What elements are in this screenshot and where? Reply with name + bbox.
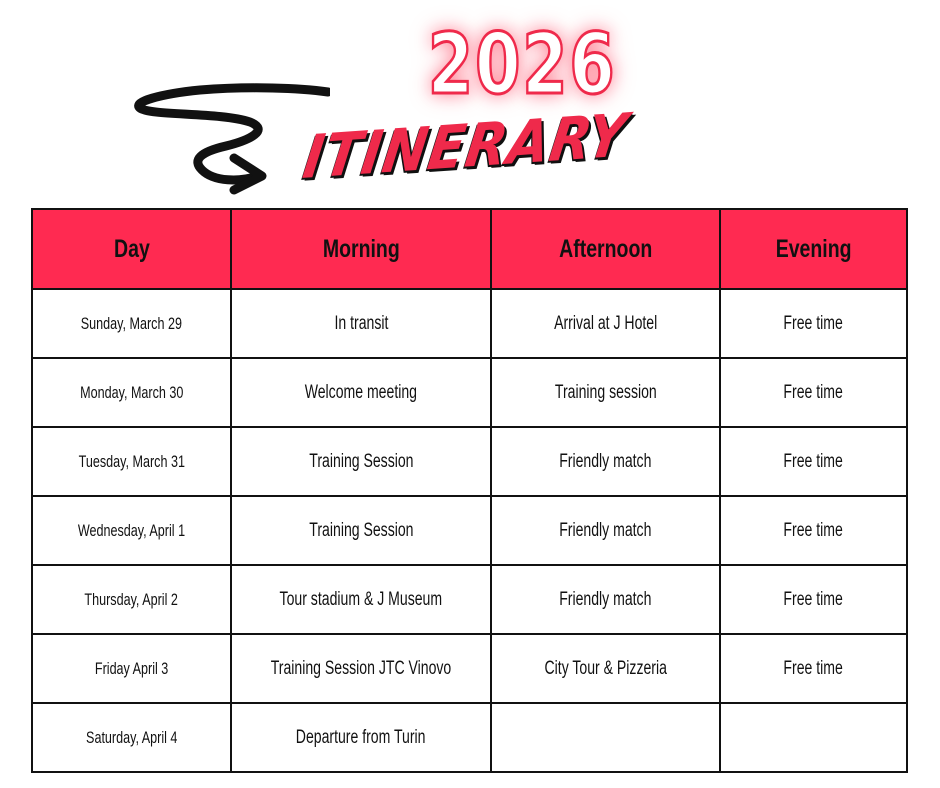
table-row <box>32 358 907 427</box>
year-title: 2026 <box>427 15 617 113</box>
morning-cell: Welcome meeting <box>231 358 491 427</box>
evening-cell <box>720 703 907 772</box>
evening-cell: Free time <box>720 496 907 565</box>
morning-cell: In transit <box>231 289 491 358</box>
afternoon-cell: Arrival at J Hotel <box>491 289 720 358</box>
morning-cell: Training Session <box>231 496 491 565</box>
afternoon-cell: Friendly match <box>491 496 720 565</box>
evening-cell: Free time <box>720 358 907 427</box>
afternoon-cell: Training session <box>491 358 720 427</box>
itinerary-header <box>0 0 940 208</box>
evening-cell: Free time <box>720 634 907 703</box>
table-row <box>32 634 907 703</box>
table-row <box>32 427 907 496</box>
morning-cell: Departure from Turin <box>231 703 491 772</box>
morning-cell: Training Session <box>231 427 491 496</box>
day-cell: Tuesday, March 31 <box>32 427 231 496</box>
table-row <box>32 496 907 565</box>
day-cell: Friday April 3 <box>32 634 231 703</box>
itinerary-title: ITINERARY <box>299 100 632 193</box>
morning-cell: Tour stadium & J Museum <box>231 565 491 634</box>
table-row <box>32 703 907 772</box>
afternoon-cell: City Tour & Pizzeria <box>491 634 720 703</box>
column-header-day: Day <box>32 209 231 289</box>
itinerary-table <box>31 208 908 773</box>
table-header-row <box>32 209 907 289</box>
evening-cell: Free time <box>720 289 907 358</box>
afternoon-cell: Friendly match <box>491 565 720 634</box>
afternoon-cell <box>491 703 720 772</box>
column-header-morning: Morning <box>231 209 491 289</box>
day-cell: Wednesday, April 1 <box>32 496 231 565</box>
table-row <box>32 289 907 358</box>
day-cell: Saturday, April 4 <box>32 703 231 772</box>
evening-cell: Free time <box>720 565 907 634</box>
day-cell: Thursday, April 2 <box>32 565 231 634</box>
column-header-evening: Evening <box>720 209 907 289</box>
table-row <box>32 565 907 634</box>
morning-cell: Training Session JTC Vinovo <box>231 634 491 703</box>
day-cell: Sunday, March 29 <box>32 289 231 358</box>
afternoon-cell: Friendly match <box>491 427 720 496</box>
day-cell: Monday, March 30 <box>32 358 231 427</box>
evening-cell: Free time <box>720 427 907 496</box>
column-header-afternoon: Afternoon <box>491 209 720 289</box>
